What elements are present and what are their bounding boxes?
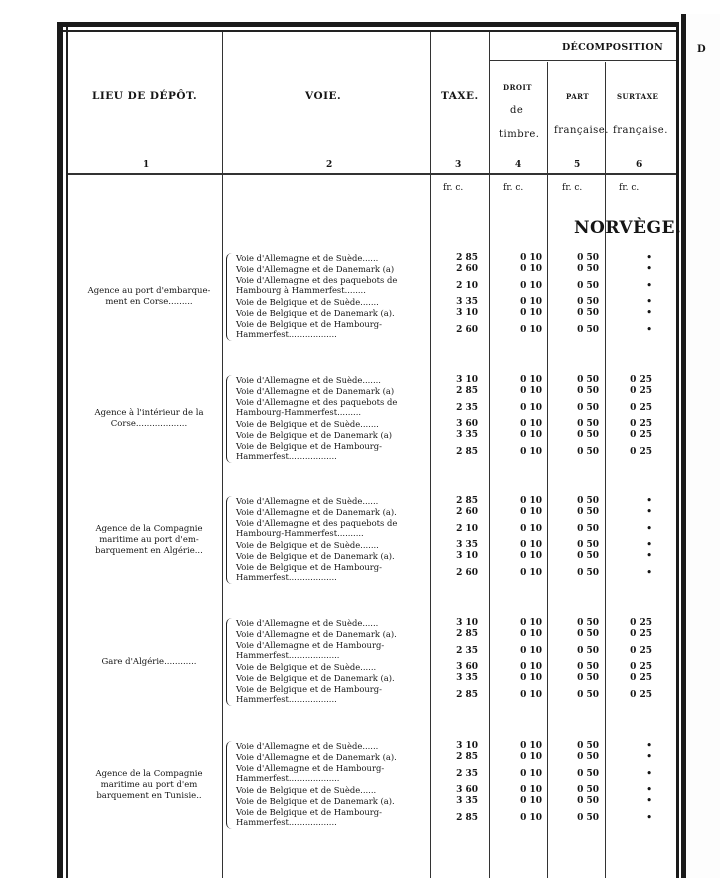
taxe-cell: 2 85 <box>456 629 478 639</box>
surtaxe-cell: • <box>646 551 652 561</box>
surtaxe-cell: • <box>646 568 652 578</box>
surtaxe-cell: • <box>646 325 652 335</box>
column-number: 5 <box>574 160 581 170</box>
unit-taxe: fr. c. <box>443 183 464 193</box>
part-cell: 0 50 <box>577 297 599 307</box>
lieu-label: Agence au port d'embarque- ment en Corse......... <box>87 286 211 307</box>
droit-cell: 0 10 <box>520 673 542 683</box>
taxe-cell: 3 10 <box>456 551 478 561</box>
droit-cell: 0 10 <box>520 785 542 795</box>
droit-cell: 0 10 <box>520 769 542 779</box>
page-border-top-thick <box>57 22 677 27</box>
surtaxe-cell: 0 25 <box>630 629 652 639</box>
header-rule <box>68 173 676 175</box>
table-row <box>236 684 676 706</box>
part-cell: 0 50 <box>577 769 599 779</box>
group-brace <box>226 741 235 829</box>
taxe-cell: 3 10 <box>456 618 478 628</box>
table-row <box>236 562 676 584</box>
surtaxe-cell: • <box>646 752 652 762</box>
surtaxe-cell: 0 25 <box>630 646 652 656</box>
part-cell: 0 50 <box>577 785 599 795</box>
voie-cell: Voie d'Allemagne et de Danemark (a) <box>236 386 395 396</box>
part-cell: 0 50 <box>577 551 599 561</box>
header-surtaxe: SURTAXE <box>617 92 659 101</box>
taxe-cell: 2 35 <box>456 769 478 779</box>
droit-cell: 0 10 <box>520 403 542 413</box>
taxe-cell: 2 60 <box>456 568 478 578</box>
table-row <box>236 518 676 540</box>
column-number: 2 <box>326 160 333 170</box>
surtaxe-cell: 0 25 <box>630 419 652 429</box>
surtaxe-cell: 0 25 <box>630 662 652 672</box>
column-number: 1 <box>143 160 150 170</box>
droit-cell: 0 10 <box>520 524 542 534</box>
country-heading: NORVÈGE. <box>574 218 682 238</box>
surtaxe-cell: • <box>646 308 652 318</box>
droit-cell: 0 10 <box>520 447 542 457</box>
surtaxe-cell: • <box>646 281 652 291</box>
lieu-de-depot <box>74 769 224 802</box>
taxe-cell: 3 35 <box>456 796 478 806</box>
decomp-rule <box>489 60 676 61</box>
header-timbre: timbre. <box>499 129 540 140</box>
voie-cell: Voie de Belgique et de Hambourg- Hammerfest.................. <box>236 562 382 582</box>
part-cell: 0 50 <box>577 264 599 274</box>
taxe-cell: 2 85 <box>456 752 478 762</box>
part-cell: 0 50 <box>577 646 599 656</box>
taxe-cell: 3 60 <box>456 419 478 429</box>
voie-cell: Voie de Belgique et de Danemark (a). <box>236 673 395 683</box>
surtaxe-cell: 0 25 <box>630 386 652 396</box>
voie-cell: Voie d'Allemagne et de Suède...... <box>236 741 379 751</box>
part-cell: 0 50 <box>577 281 599 291</box>
taxe-cell: 2 85 <box>456 496 478 506</box>
surtaxe-cell: • <box>646 264 652 274</box>
table-row <box>236 397 676 419</box>
adjacent-page-edge <box>686 14 720 878</box>
column-number: 4 <box>515 160 522 170</box>
voie-cell: Voie d'Allemagne et des paquebots de Hambourg-Hammerfest.......... <box>236 518 398 538</box>
lieu-label: Agence à l'intérieur de la Corse................... <box>94 408 204 429</box>
unit-surtaxe: fr. c. <box>619 183 640 193</box>
surtaxe-cell: • <box>646 540 652 550</box>
table-row <box>236 319 676 341</box>
voie-cell: Voie de Belgique et de Hambourg- Hammerfest.................. <box>236 441 382 461</box>
unit-droit: fr. c. <box>503 183 524 193</box>
voie-cell: Voie d'Allemagne et de Suède...... <box>236 618 379 628</box>
taxe-cell: 2 60 <box>456 507 478 517</box>
voie-cell: Voie de Belgique et de Suède....... <box>236 419 379 429</box>
voie-cell: Voie d'Allemagne et des paquebots de Hambourg à Hammerfest........ <box>236 275 398 295</box>
header-part: PART <box>566 92 590 101</box>
droit-cell: 0 10 <box>520 281 542 291</box>
part-cell: 0 50 <box>577 618 599 628</box>
droit-cell: 0 10 <box>520 496 542 506</box>
droit-cell: 0 10 <box>520 253 542 263</box>
lieu-de-depot <box>74 286 224 308</box>
voie-cell: Voie de Belgique et de Hambourg- Hammerfest.................. <box>236 684 382 704</box>
part-cell: 0 50 <box>577 496 599 506</box>
part-cell: 0 50 <box>577 741 599 751</box>
part-cell: 0 50 <box>577 752 599 762</box>
group-brace <box>226 253 235 341</box>
part-cell: 0 50 <box>577 430 599 440</box>
surtaxe-cell: 0 25 <box>630 673 652 683</box>
droit-cell: 0 10 <box>520 741 542 751</box>
part-cell: 0 50 <box>577 447 599 457</box>
group-brace <box>226 375 235 463</box>
droit-cell: 0 10 <box>520 629 542 639</box>
column-number: 6 <box>636 160 643 170</box>
page-border-right-thin <box>676 22 679 878</box>
table-row <box>236 441 676 463</box>
part-cell: 0 50 <box>577 507 599 517</box>
droit-cell: 0 10 <box>520 264 542 274</box>
surtaxe-cell: 0 25 <box>630 690 652 700</box>
voie-cell: Voie d'Allemagne et de Danemark (a) <box>236 264 395 274</box>
droit-cell: 0 10 <box>520 796 542 806</box>
surtaxe-cell: • <box>646 785 652 795</box>
voie-cell: Voie de Belgique et de Danemark (a). <box>236 551 395 561</box>
taxe-cell: 2 60 <box>456 325 478 335</box>
part-cell: 0 50 <box>577 253 599 263</box>
column-number: 3 <box>455 160 462 170</box>
part-cell: 0 50 <box>577 524 599 534</box>
voie-cell: Voie d'Allemagne et de Suède...... <box>236 253 379 263</box>
taxe-cell: 3 35 <box>456 673 478 683</box>
voie-cell: Voie de Belgique et de Danemark (a) <box>236 430 393 440</box>
surtaxe-cell: • <box>646 769 652 779</box>
lieu-de-depot <box>74 524 224 557</box>
voie-cell: Voie d'Allemagne et de Danemark (a). <box>236 752 397 762</box>
header-part-francaise: française. <box>554 125 609 136</box>
table-row <box>236 640 676 662</box>
table-row <box>236 807 676 829</box>
part-cell: 0 50 <box>577 796 599 806</box>
voie-cell: Voie d'Allemagne et de Suède....... <box>236 375 381 385</box>
surtaxe-cell: • <box>646 496 652 506</box>
taxe-cell: 3 60 <box>456 785 478 795</box>
part-cell: 0 50 <box>577 813 599 823</box>
part-cell: 0 50 <box>577 540 599 550</box>
voie-cell: Voie de Belgique et de Suède....... <box>236 540 379 550</box>
lieu-label: Agence de la Compagnie maritime au port d'em barquement en Tunisie.. <box>95 768 203 801</box>
droit-cell: 0 10 <box>520 551 542 561</box>
voie-cell: Voie de Belgique et de Suède...... <box>236 662 377 672</box>
voie-cell: Voie d'Allemagne et de Danemark (a). <box>236 507 397 517</box>
part-cell: 0 50 <box>577 662 599 672</box>
part-cell: 0 50 <box>577 325 599 335</box>
droit-cell: 0 10 <box>520 618 542 628</box>
part-cell: 0 50 <box>577 308 599 318</box>
surtaxe-cell: • <box>646 796 652 806</box>
droit-cell: 0 10 <box>520 430 542 440</box>
voie-cell: Voie de Belgique et de Danemark (a). <box>236 796 395 806</box>
part-cell: 0 50 <box>577 419 599 429</box>
droit-cell: 0 10 <box>520 568 542 578</box>
droit-cell: 0 10 <box>520 646 542 656</box>
droit-cell: 0 10 <box>520 325 542 335</box>
header-voie: VOIE. <box>305 90 342 102</box>
page-border-left-thick <box>57 22 63 878</box>
part-cell: 0 50 <box>577 690 599 700</box>
taxe-cell: 3 10 <box>456 308 478 318</box>
voie-cell: Voie de Belgique et de Hambourg- Hammerfest.................. <box>236 319 382 339</box>
droit-cell: 0 10 <box>520 308 542 318</box>
droit-cell: 0 10 <box>520 690 542 700</box>
lieu-label: Agence de la Compagnie maritime au port d'em- barquement en Algérie... <box>95 523 203 556</box>
part-cell: 0 50 <box>577 629 599 639</box>
page-border-left-thin <box>66 22 68 878</box>
taxe-cell: 2 85 <box>456 253 478 263</box>
voie-cell: Voie d'Allemagne et de Danemark (a). <box>236 629 397 639</box>
surtaxe-cell: • <box>646 741 652 751</box>
voie-cell: Voie de Belgique et de Danemark (a). <box>236 308 395 318</box>
group-brace <box>226 618 235 706</box>
header-droit-de: de <box>510 105 524 116</box>
part-cell: 0 50 <box>577 375 599 385</box>
taxe-cell: 3 35 <box>456 540 478 550</box>
surtaxe-cell: 0 25 <box>630 430 652 440</box>
taxe-cell: 2 10 <box>456 524 478 534</box>
surtaxe-cell: • <box>646 524 652 534</box>
droit-cell: 0 10 <box>520 375 542 385</box>
part-cell: 0 50 <box>577 673 599 683</box>
taxe-cell: 2 85 <box>456 386 478 396</box>
droit-cell: 0 10 <box>520 662 542 672</box>
taxe-cell: 3 10 <box>456 741 478 751</box>
part-cell: 0 50 <box>577 386 599 396</box>
droit-cell: 0 10 <box>520 419 542 429</box>
lieu-de-depot <box>74 657 224 668</box>
taxe-cell: 2 85 <box>456 447 478 457</box>
taxe-cell: 2 85 <box>456 690 478 700</box>
taxe-cell: 2 35 <box>456 403 478 413</box>
surtaxe-cell: 0 25 <box>630 447 652 457</box>
surtaxe-cell: • <box>646 253 652 263</box>
droit-cell: 0 10 <box>520 540 542 550</box>
header-taxe: TAXE. <box>441 90 479 102</box>
surtaxe-cell: • <box>646 297 652 307</box>
surtaxe-cell: 0 25 <box>630 403 652 413</box>
part-cell: 0 50 <box>577 568 599 578</box>
taxe-cell: 3 35 <box>456 430 478 440</box>
unit-part: fr. c. <box>562 183 583 193</box>
surtaxe-cell: 0 25 <box>630 618 652 628</box>
taxe-cell: 3 10 <box>456 375 478 385</box>
voie-cell: Voie de Belgique et de Suède...... <box>236 785 377 795</box>
voie-cell: Voie de Belgique et de Suède....... <box>236 297 379 307</box>
droit-cell: 0 10 <box>520 752 542 762</box>
taxe-cell: 3 60 <box>456 662 478 672</box>
voie-cell: Voie d'Allemagne et des paquebots de Hambourg-Hammerfest......... <box>236 397 398 417</box>
table-row <box>236 763 676 785</box>
lieu-label: Gare d'Algérie............ <box>101 656 197 667</box>
header-lieu: LIEU DE DÉPÔT. <box>92 90 198 102</box>
group-brace <box>226 496 235 584</box>
voie-cell: Voie d'Allemagne et de Hambourg- Hammerfest................... <box>236 763 385 783</box>
droit-cell: 0 10 <box>520 297 542 307</box>
voie-cell: Voie d'Allemagne et de Suède...... <box>236 496 379 506</box>
droit-cell: 0 10 <box>520 507 542 517</box>
part-cell: 0 50 <box>577 403 599 413</box>
droit-cell: 0 10 <box>520 386 542 396</box>
taxe-cell: 3 35 <box>456 297 478 307</box>
col-sep-1 <box>222 32 223 878</box>
table-row <box>236 275 676 297</box>
surtaxe-cell: 0 25 <box>630 375 652 385</box>
taxe-cell: 2 85 <box>456 813 478 823</box>
surtaxe-cell: • <box>646 507 652 517</box>
voie-cell: Voie de Belgique et de Hambourg- Hammerfest.................. <box>236 807 382 827</box>
adjacent-page-letter: D <box>697 44 706 55</box>
page-border-top-thin <box>63 30 677 32</box>
taxe-cell: 2 35 <box>456 646 478 656</box>
taxe-cell: 2 10 <box>456 281 478 291</box>
header-droit: DROIT <box>503 83 532 92</box>
voie-cell: Voie d'Allemagne et de Hambourg- Hammerfest................... <box>236 640 385 660</box>
header-decomposition: DÉCOMPOSITION <box>562 42 663 53</box>
droit-cell: 0 10 <box>520 813 542 823</box>
taxe-cell: 2 60 <box>456 264 478 274</box>
lieu-de-depot <box>74 408 224 430</box>
surtaxe-cell: • <box>646 813 652 823</box>
header-surtaxe-francaise: française. <box>613 125 668 136</box>
